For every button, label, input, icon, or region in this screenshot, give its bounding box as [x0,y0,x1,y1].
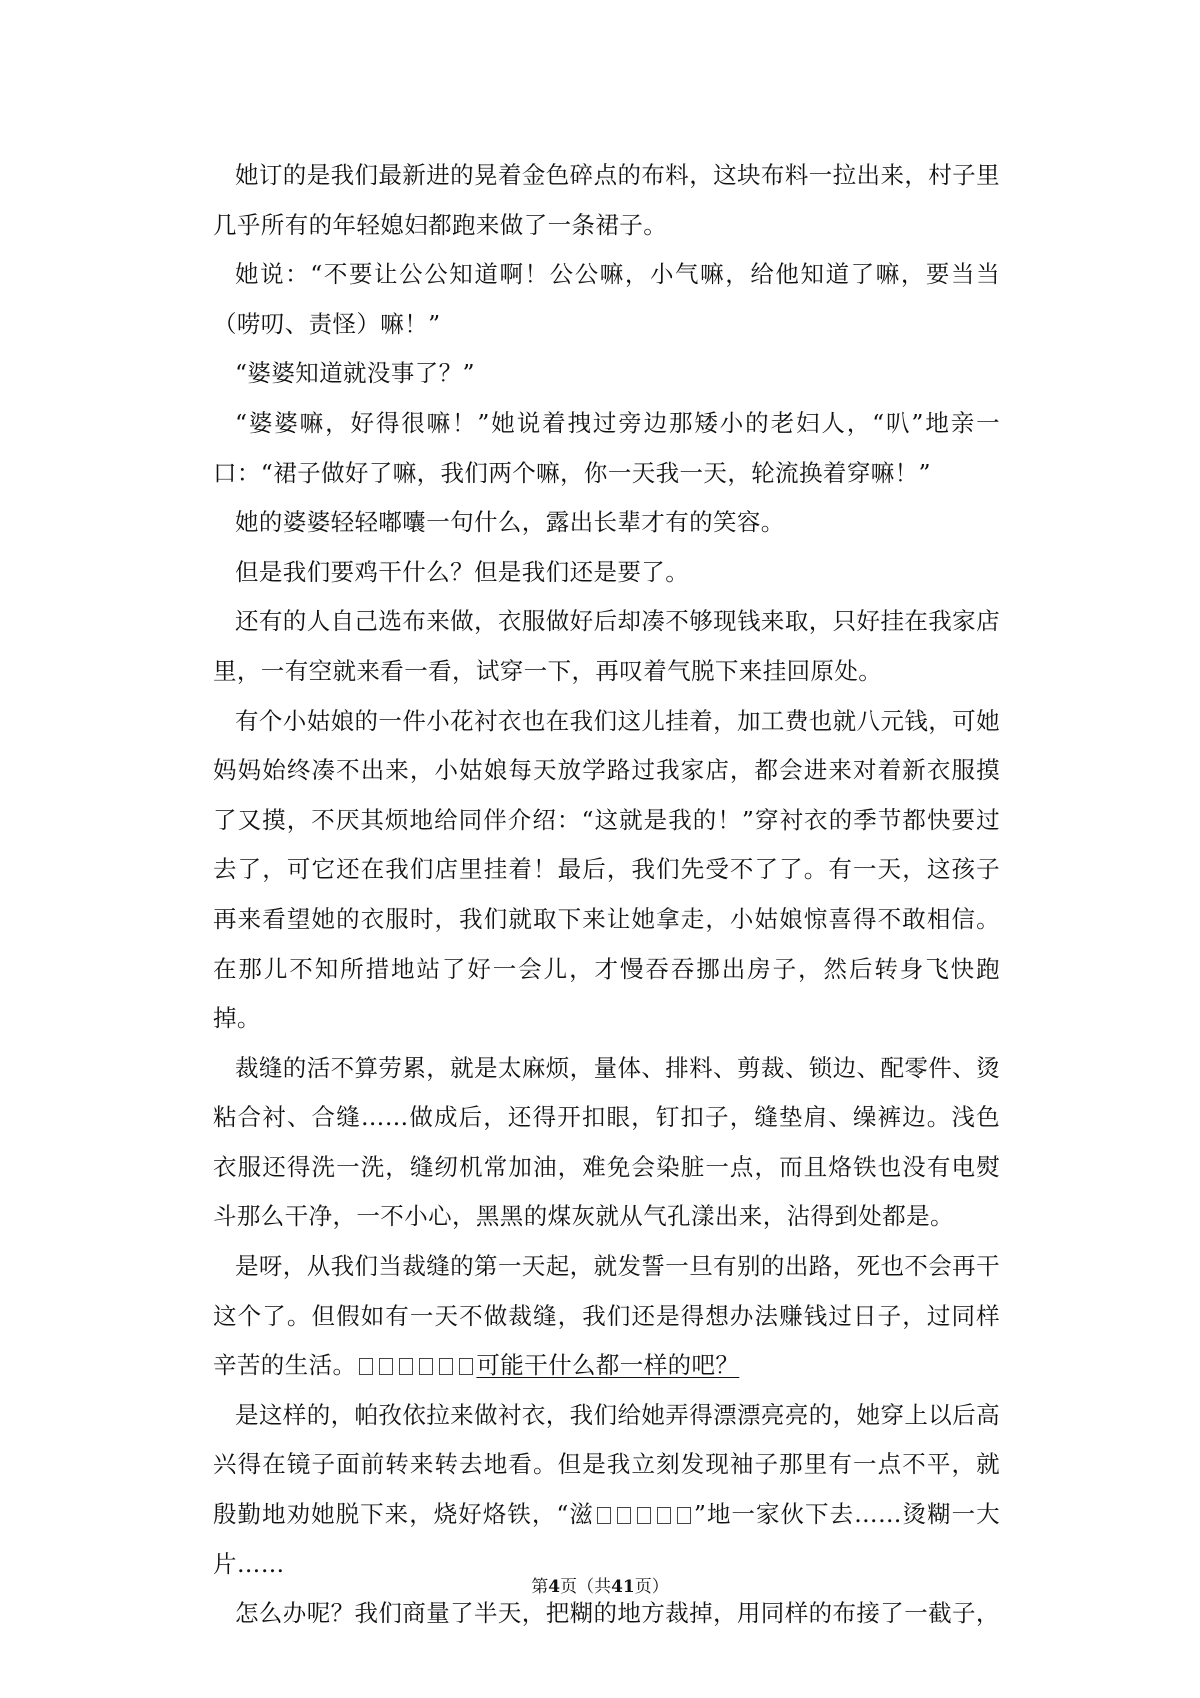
missing-glyph-box [439,1358,453,1375]
missing-glyph-box [677,1507,691,1524]
page-footer [0,1576,1200,1598]
paragraph-8 [213,697,1000,1044]
missing-glyph-box [657,1507,671,1524]
paragraph-text: 是这样的，帕孜依拉来做衬衣，我们给她弄得漂漂亮亮的，她穿上以后高兴得在镜子面前转来转去地看。但是我立刻发现袖子那里有一点不平，就殷勤地劝她脱下来，烧好烙铁，“滋 [213,1400,1000,1529]
missing-glyph-box [637,1507,651,1524]
paragraph-3 [213,349,1000,399]
paragraph-text: 她的婆婆轻轻嘟囔一句什么，露出长辈才有的笑容。 [235,508,785,537]
document-body [213,151,1000,1639]
paragraph-text: 裁缝的活不算劳累，就是太麻烦，量体、排料、剪裁、锁边、配零件、烫粘合衬、合缝……做成后，还得开扣眼，钉扣子，缝垫肩、缲裤边。浅色衣服还得洗一洗，缝纫机常加油，难免会染脏一点，而且烙铁也没有电熨斗那么干净，一不小心，黑黑的煤灰就从气孔漾出来，沾得到处都是。 [213,1053,1000,1231]
paragraph-5 [213,498,1000,548]
missing-glyph-box [419,1358,433,1375]
page-number: 4 [548,1577,561,1597]
paragraph-text: 是呀，从我们当裁缝的第一天起，就发誓一旦有别的出路，死也不会再干这个了。但假如有一天不做裁缝，我们还是得想办法赚钱过日子，过同样辛苦的生活。 [213,1252,1000,1380]
placeholder-boxes [356,1351,476,1379]
paragraph-11 [213,1391,1000,1589]
paragraph-text: ”地一家伙下去……烫糊一大片…… [213,1500,1000,1578]
footer-middle: 页（共 [560,1577,612,1597]
missing-glyph-box [459,1358,473,1375]
paragraph-9 [213,1044,1000,1242]
paragraph-7 [213,597,1000,696]
paragraph-1 [213,151,1000,250]
missing-glyph-box [399,1358,413,1375]
paragraph-text: 有个小姑娘的一件小花衬衣也在我们这儿挂着，加工费也就八元钱，可她妈妈始终凑不出来，小姑娘每天放学路过我家店，都会进来对着新衣服摸了又摸，不厌其烦地给同伴介绍：“这就是我的！”穿衬衣的季节都快要过去了，可它还在我们店里挂着！最后，我们先受不了了。有一天，这孩子再来看望她的衣服时，我们就取下来让她拿走，小姑娘惊喜得不敢相信。在那儿不知所措地站了好一会儿，才慢吞吞挪出房子，然后转身飞快跑掉。 [213,706,1000,1033]
missing-glyph-box [379,1358,393,1375]
paragraph-text: 还有的人自己选布来做，衣服做好后却凑不够现钱来取，只好挂在我家店里，一有空就来看一看，试穿一下，再叹着气脱下来挂回原处。 [213,607,1000,685]
missing-glyph-box [597,1507,611,1524]
paragraph-text: 她说：“不要让公公知道啊！公公嘛，小气嘛，给他知道了嘛，要当当（唠叨、责怪）嘛！” [213,260,1000,338]
paragraph-text: 她订的是我们最新进的晃着金色碎点的布料，这块布料一拉出来，村子里几乎所有的年轻媳妇都跑来做了一条裙子。 [213,161,1000,239]
paragraph-text: “婆婆嘛，好得很嘛！”她说着拽过旁边那矮小的老妇人，“叭”地亲一口：“裙子做好了嘛，我们两个嘛，你一天我一天，轮流换着穿嘛！” [213,408,1000,487]
paragraph-text: 但是我们要鸡干什么？但是我们还是要了。 [235,557,690,586]
footer-prefix: 第 [531,1577,549,1597]
underlined-question: 可能干什么都一样的吧？ [476,1351,740,1380]
paragraph-4 [213,399,1000,498]
footer-suffix: 页） [634,1577,669,1597]
missing-glyph-box [617,1507,631,1524]
paragraph-2 [213,250,1000,349]
missing-glyph-box [359,1358,373,1375]
paragraph-10 [213,1242,1000,1391]
total-pages: 41 [611,1577,635,1597]
paragraph-text: “婆婆知道就没事了？” [235,359,475,388]
paragraph-6 [213,548,1000,598]
placeholder-boxes [594,1500,694,1528]
paragraph-text: 怎么办呢？我们商量了半天，把糊的地方裁掉，用同样的布接了一截子， [235,1599,1000,1628]
